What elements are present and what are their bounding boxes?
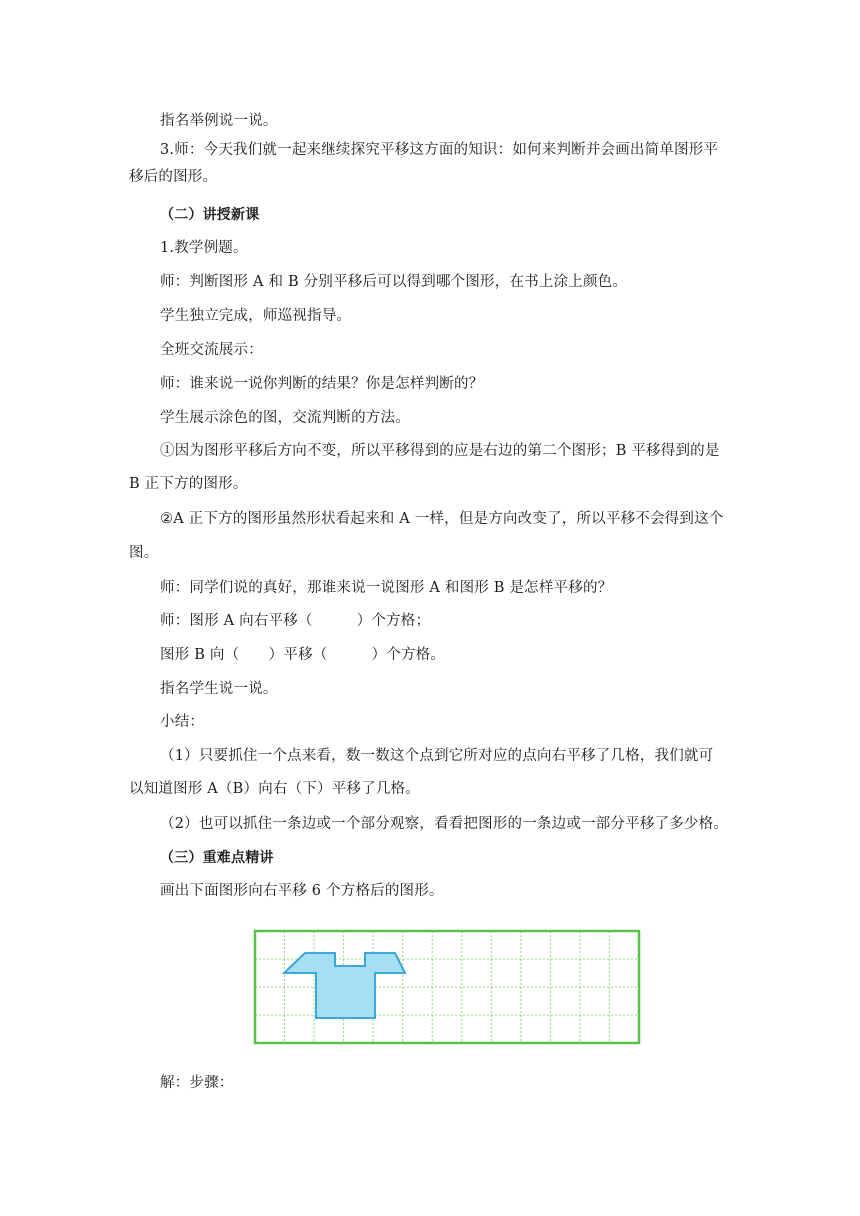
text-line: 移后的图形。 [129,169,218,185]
text-line: 3.师：今天我们就一起来继续探究平移这方面的知识：如何来判断并会画出简单图形平 [160,142,719,158]
text-line: 学生独立完成，师巡视指导。 [160,308,352,324]
text-line: 师：图形 A 向右平移（ ）个方格； [160,613,431,629]
text-line: 全班交流展示： [160,342,263,358]
text-line: 以知道图形 A（B）向右（下）平移了几格。 [129,781,420,797]
section-heading: （三）重难点精讲 [160,850,274,866]
text-line: ②A 正下方的图形虽然形状看起来和 A 一样，但是方向改变了，所以平移不会得到这个 [160,511,724,527]
text-line: 图。 [129,545,159,561]
text-line: 图形 B 向（ ）平移（ ）个方格。 [160,647,446,663]
text-line: ①因为图形平移后方向不变，所以平移得到的应是右边的第二个图形；B 平移得到的是 [160,443,720,459]
text-line: 指名举例说一说。 [160,113,278,129]
text-line: 师：谁来说一说你判断的结果？你是怎样判断的？ [160,376,484,392]
grid-figure [252,928,642,1046]
text-line: （1）只要抓住一个点来看，数一数这个点到它所对应的点向右平移了几格，我们就可 [160,748,714,764]
grid-lines [255,931,639,1043]
text-line: 小结： [160,714,205,730]
text-line: 1.教学例题。 [160,240,248,256]
text-line: 画出下面图形向右平移 6 个方格后的图形。 [160,883,444,899]
section-heading: （二）讲授新课 [160,207,260,223]
text-line: 师：同学们说的真好，那谁来说一说图形 A 和图形 B 是怎样平移的？ [160,580,613,596]
text-line: B 正下方的图形。 [129,476,248,492]
t-shaped-figure [284,953,405,1018]
text-line: 学生展示涂色的图，交流判断的方法。 [160,410,410,426]
text-line: （2）也可以抓住一条边或一个部分观察，看看把图形的一条边或一部分平移了多少格。 [160,816,729,832]
text-line: 师：判断图形 A 和 B 分别平移后可以得到哪个图形，在书上涂上颜色。 [160,274,628,290]
text-line: 解：步骤： [160,1075,234,1091]
text-line: 指名学生说一说。 [160,681,278,697]
